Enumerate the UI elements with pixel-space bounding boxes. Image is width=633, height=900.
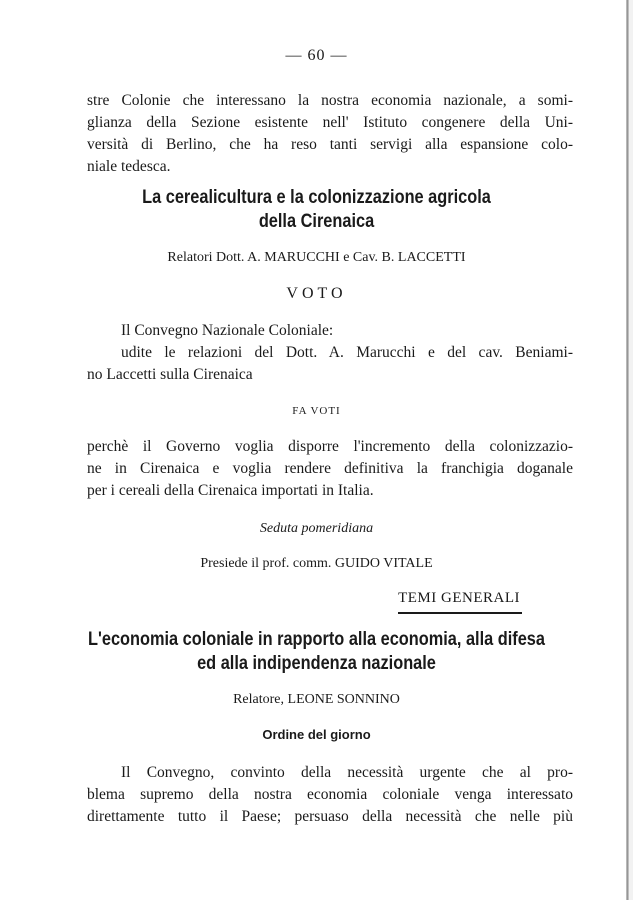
text-line: blema supremo della nostra economia coloniale venga interessato — [87, 786, 573, 803]
section-heading-cont: ed alla indipendenza nazionale — [197, 653, 436, 674]
text-line: niale tedesca. — [87, 158, 171, 175]
section-heading: La cerealicultura e la colonizzazione agricola — [142, 187, 491, 208]
page-edge-shadow — [629, 0, 633, 900]
voto-heading: VOTO — [286, 285, 347, 302]
text-line: Il Convegno, convinto della necessità urgente che al pro- — [121, 764, 573, 781]
text-line: glianza della Sezione esistente nell' Istituto congenere della Uni- — [87, 114, 573, 131]
text-line: stre Colonie che interessano la nostra economia nazionale, a somi- — [87, 92, 573, 109]
ordine-paragraph — [87, 762, 573, 828]
text-line: Il Convegno Nazionale Coloniale: — [121, 322, 334, 339]
ordine-del-giorno-heading: Ordine del giorno — [262, 727, 371, 742]
intro-paragraph — [87, 90, 573, 178]
temi-generali-label: TEMI GENERALI — [398, 590, 520, 606]
page-number: — 60 — — [285, 47, 348, 64]
text-line: versità di Berlino, che ha reso tanti servigi alla espansione colo- — [87, 136, 573, 153]
section-heading: L'economia coloniale in rapporto alla economia, alla difesa — [87, 629, 545, 650]
relatori-line: Relatori Dott. A. MARUCCHI e Cav. B. LACCETTI — [167, 250, 466, 265]
voti-paragraph — [87, 436, 573, 502]
convegno-paragraph — [87, 320, 573, 386]
temi-underline — [398, 612, 522, 614]
page-edge-binding — [626, 0, 629, 900]
section-heading-cont: della Cirenaica — [258, 211, 375, 232]
fa-voti-label: FA VOTI — [292, 405, 341, 417]
text-line: per i cereali della Cirenaica importati in Italia. — [87, 482, 374, 499]
text-line: ne in Cirenaica e voglia rendere definitiva la franchigia doganale — [87, 460, 573, 477]
relatore-line: Relatore, LEONE SONNINO — [233, 692, 400, 707]
session-title: Seduta pomeridiana — [259, 521, 374, 536]
text-line: udite le relazioni del Dott. A. Marucchi e del cav. Beniami- — [121, 344, 573, 361]
text-line: no Laccetti sulla Cirenaica — [87, 366, 253, 383]
text-line: direttamente tutto il Paese; persuaso della necessità che nelle più — [87, 808, 573, 825]
text-line: perchè il Governo voglia disporre l'incremento della colonizzazio- — [87, 438, 573, 455]
presiede-line: Presiede il prof. comm. GUIDO VITALE — [200, 556, 433, 571]
